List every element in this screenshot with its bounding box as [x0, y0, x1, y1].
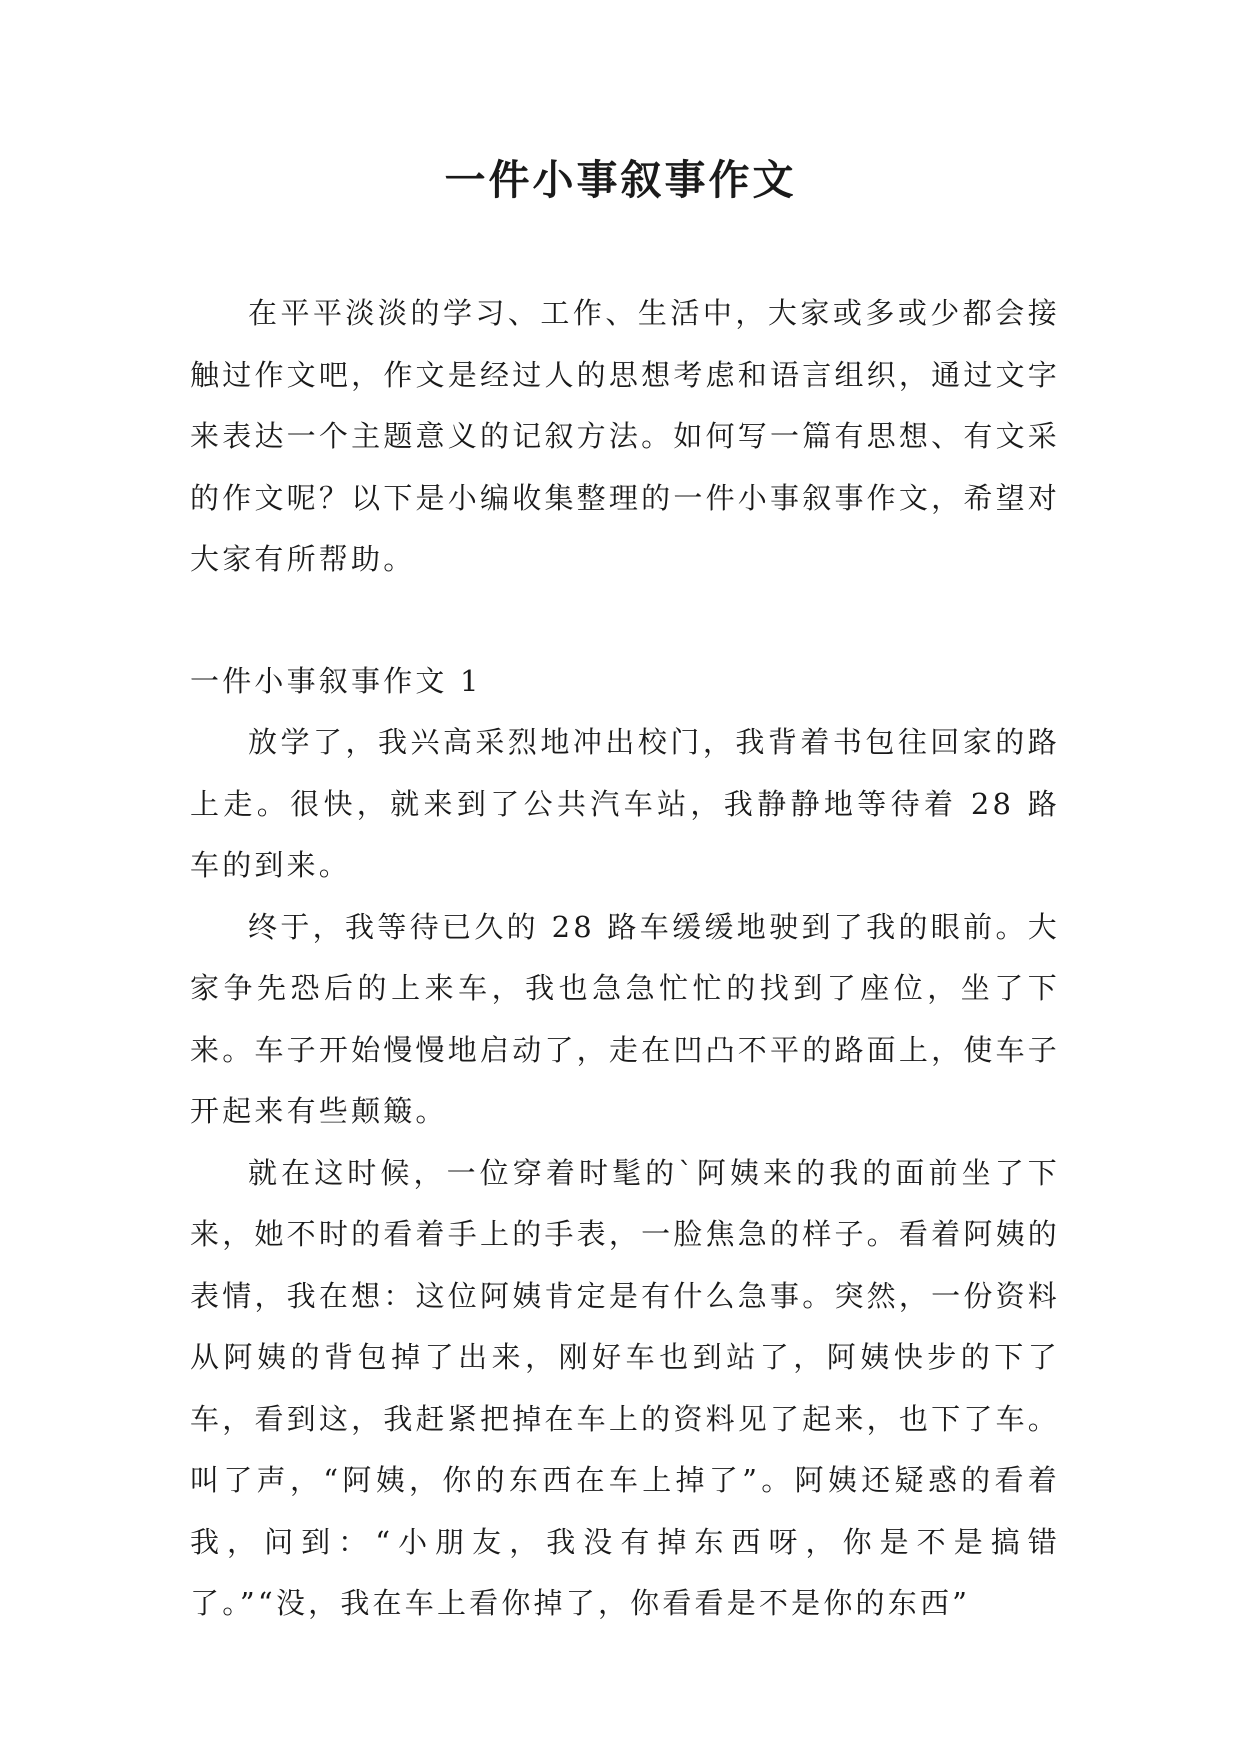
- document-title: 一件小事叙事作文: [444, 156, 797, 204]
- body-paragraph-1: 放学了，我兴高采烈地冲出校门，我背着书包往回家的路上走。很快，就来到了公共汽车站，我静静地等待着 28 路车的到来。: [190, 725, 1060, 882]
- body-paragraph-3: 就在这时候，一位穿着时髦的`阿姨来的我的面前坐了下来，她不时的看着手上的手表，一脸焦急的样子。看着阿姨的表情，我在想：这位阿姨肯定是有什么急事。突然，一份资料从阿姨的背包掉了出来，刚好车也到站了，阿姨快步的下了车，看到这，我赶紧把掉在车上的资料见了起来，也下了车。叫了声，“阿姨，你的东西在车上掉了”。阿姨还疑惑的看着我，问到：“小朋友，我没有掉东西呀，你是不是搞错了。”“没，我在车上看你掉了，你看看是不是你的东西”: [190, 1155, 1060, 1620]
- document-body: [190, 283, 1060, 1635]
- body-paragraph-2: 终于，我等待已久的 28 路车缓缓地驶到了我的眼前。大家争先恐后的上来车，我也急急忙忙的找到了座位，坐了下来。车子开始慢慢地启动了，走在凹凸不平的路面上，使车子开起来有些颠簸。: [190, 909, 1060, 1128]
- section-heading: 一件小事叙事作文 1: [190, 663, 482, 698]
- paragraph-gap: [190, 591, 1060, 651]
- intro-paragraph: 在平平淡淡的学习、工作、生活中，大家或多或少都会接触过作文吧，作文是经过人的思想考虑和语言组织，通过文字来表达一个主题意义的记叙方法。如何写一篇有思想、有文采的作文呢？以下是小编收集整理的一件小事叙事作文，希望对大家有所帮助。: [190, 296, 1060, 576]
